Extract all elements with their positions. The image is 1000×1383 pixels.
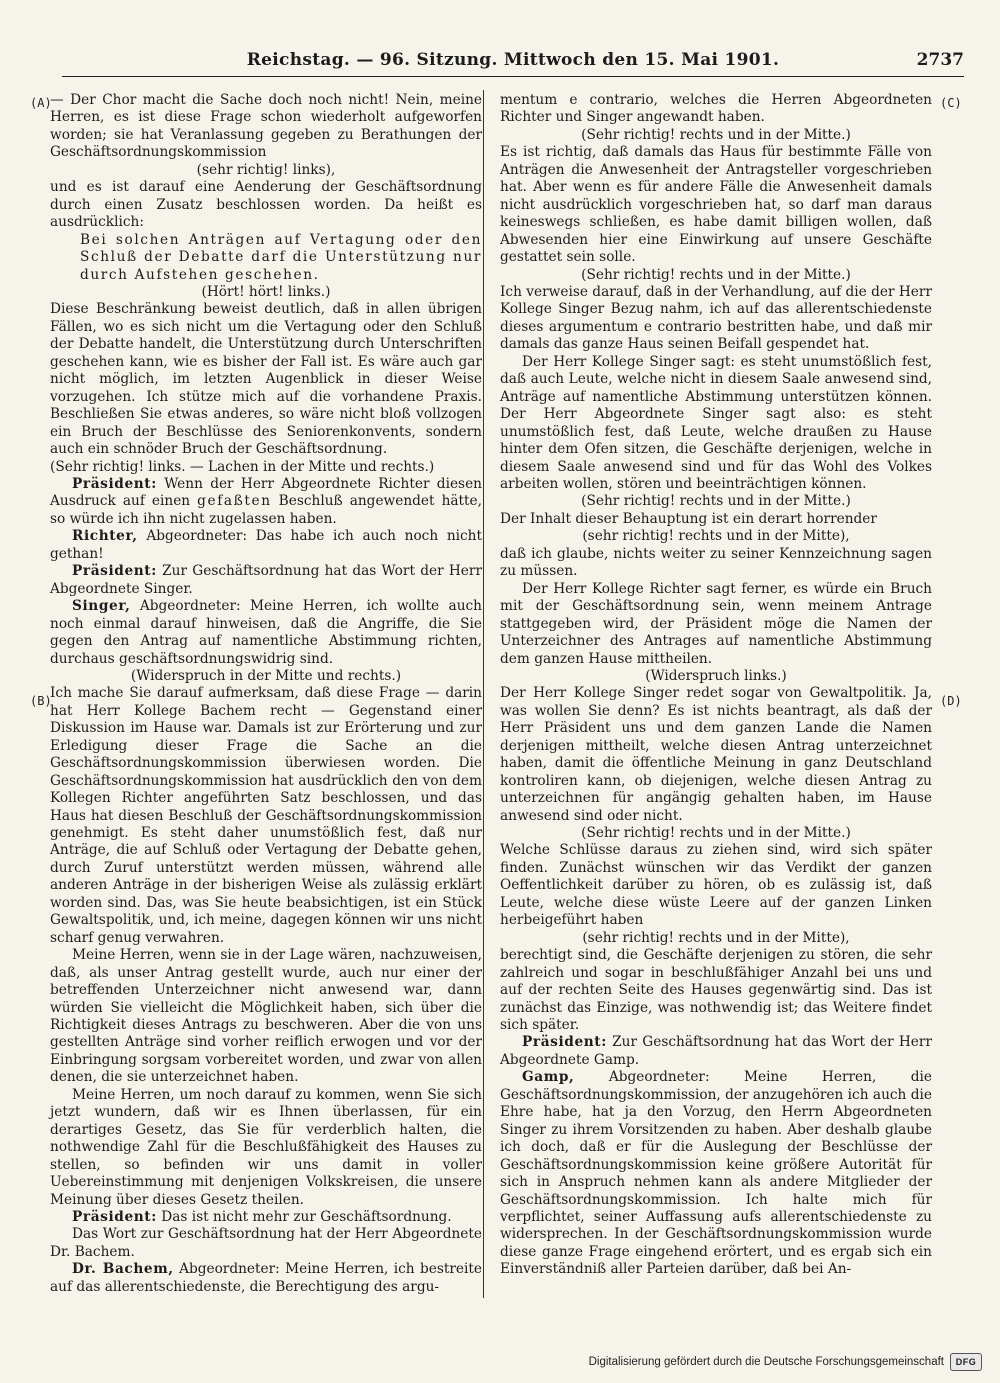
- speech: [50, 476, 482, 528]
- speech-text: Beschluß angewendet hätte, so würde ich ihn nicht zugelassen haben.: [50, 493, 482, 527]
- speech: [500, 1034, 932, 1069]
- left-column: [50, 92, 482, 1296]
- speech: [500, 1069, 932, 1278]
- interjection: (Widerspruch links.): [645, 667, 787, 684]
- page-title: Reichstag. — 96. Sitzung. Mittwoch den 15. Mai 1901.: [246, 50, 780, 70]
- interjection: (Sehr richtig! rechts und in der Mitte.): [581, 126, 851, 143]
- speech: [50, 563, 482, 598]
- speech-text: Zur Geschäftsordnung hat das Wort der Herr Abgeordnete Gamp.: [500, 1034, 932, 1068]
- interjection: (Hört! hört! links.): [201, 283, 331, 300]
- right-column: [500, 92, 932, 1279]
- speaker-name: Präsident:: [72, 475, 157, 492]
- paragraph: Ich mache Sie darauf aufmerksam, daß diese Frage — darin hat Herr Kollege Bachem recht — Gegenstand einer Diskussion im Hause war. Damals ist zur Erörterung und zur Erledigung dieser Frage die Sache an die Geschäftsordnungskommission überwiesen worden. Die Geschäftsordnungskommission hat ausdrücklich den von dem Kollegen Richter angeführten Satz beschlossen, und das Haus hat diesen Beschluß der Geschäftsordnungskommission genehmigt. Es steht daher unumstößlich fest, daß nur Anträge, die auf Schluß oder Vertagung der Debatte gehen, durch Zuruf unterstützt werden müssen, während alle anderen Anträge in der bisherigen Weise als zulässig erklärt worden sind. Das, was Sie heute beabsichtigen, ist ein Stück Gewaltspolitik, und, ich meine, dagegen können wir uns nicht scharf genug verwahren.: [50, 685, 482, 946]
- paragraph: Diese Beschränkung beweist deutlich, daß in allen übrigen Fällen, wo es sich nicht um die Vertagung oder den Schluß der Debatte handelt, die Unterstützung durch Unterschriften geschehen kann, wie es bisher der Fall ist. Es wäre auch gar nicht möglich, im letzten Augenblick in dieser Weise vorzugehen. Ich stütze mich auf die vorhandene Praxis. Beschließen Sie etwas anderes, so wäre nicht bloß vollzogen ein Bruch der Beschlüsse des Seniorenkonvents, sondern auch ein schnöder Bruch der Geschäftsordnung.: [50, 301, 482, 458]
- speech: [50, 528, 482, 563]
- paragraph: mentum e contrario, welches die Herren Abgeordneten Richter und Singer angewandt haben.: [500, 92, 932, 126]
- margin-mark-a: (A): [30, 96, 52, 110]
- paragraph: Der Inhalt dieser Behauptung ist ein derart horrender: [500, 510, 877, 527]
- margin-mark-c: (C): [940, 96, 962, 110]
- paragraph: Ich verweise darauf, daß in der Verhandlung, auf die der Herr Kollege Singer Bezug nahm, ich auf das allerentschiedenste dieses argumentum e contrario bestritten habe, und daß mir damals das ganze Haus seinen Beifall gespendet hat.: [500, 283, 932, 353]
- page-number: 2737: [916, 50, 964, 70]
- speaker-name: Präsident:: [522, 1034, 607, 1051]
- paragraph: — Der Chor macht die Sache doch noch nicht! Nein, meine Herren, es ist diese Frage schon wiederholt aufgeworfen worden; sie hat Veranlassung gegeben zu Berathungen der Geschäftsordnungskommission: [50, 92, 482, 161]
- paragraph: Der Herr Kollege Singer redet sogar von Gewaltpolitik. Ja, was wollen Sie denn? Es ist nichts beantragt, als daß der Herr Präsident uns und dem ganzen Lande die Namen derjenigen mittheilt, welche diesen Antrag unterzeichnet haben, damit die öffentliche Meinung in ganz Deutschland kontroliren kann, ob diejenigen, welche diesen Antrag zu unterzeichnen für angängig gehalten haben, im Hause anwesend sind oder nicht.: [500, 685, 932, 824]
- paragraph: berechtigt sind, die Geschäfte derjenigen zu stören, die sehr zahlreich und sogar in beschlußfähiger Anzahl bei uns und auf der rechten Seite des Hauses gegenwärtig sind. Das ist zunächst das Einzige, was nothwendig ist; das Weitere findet sich später.: [500, 947, 932, 1034]
- paragraph: Der Herr Kollege Richter sagt ferner, es würde ein Bruch mit der Geschäftsordnung sein, wenn meinem Antrage stattgegeben wird, der Präsident möge die Namen der Unterzeichner des Antrages auf namentliche Abstimmung dem ganzen Hause mittheilen.: [500, 580, 932, 667]
- speech-text: Abgeordneter: Das habe ich auch noch nicht gethan!: [50, 528, 482, 562]
- paragraph: Meine Herren, wenn sie in der Lage wären, nachzuweisen, daß, als unser Antrag gestellt wurde, auch nur einer der betreffenden Unterzeichner nicht anwesend war, dann würden Sie vielleicht die Möglichkeit haben, sich über die Richtigkeit dieses Antrags zu beschweren. Aber die von uns gestellten Anträge sind vorher reiflich erwogen und vor der Einbringung sorgsam vorbereitet worden, und zwar von allen denen, die sie unterzeichnet haben.: [50, 947, 482, 1086]
- speech: [50, 598, 482, 668]
- speech-text: Abgeordneter: Meine Herren, ich bestreite auf das allerentschiedenste, die Berechtigung des argu-: [50, 1261, 482, 1295]
- emphasized-word: gefaßten: [197, 493, 272, 510]
- speech-text: Wenn der Herr Abgeordnete Richter diesen Ausdruck auf einen: [50, 475, 482, 510]
- margin-mark-b: (B): [30, 694, 52, 708]
- interjection: (sehr richtig! links),: [196, 161, 336, 178]
- dfg-logo-icon: DFG: [950, 1353, 982, 1371]
- interjection: (Widerspruch in der Mitte und rechts.): [130, 667, 402, 684]
- footer: [589, 1353, 982, 1371]
- interjection: (Sehr richtig! rechts und in der Mitte.): [581, 825, 851, 842]
- interjection: (Sehr richtig! rechts und in der Mitte.): [581, 266, 851, 283]
- interjection: (Sehr richtig! links. — Lachen in der Mitte und rechts.): [50, 458, 435, 475]
- quoted-rule: Bei solchen Anträgen auf Vertagung oder den Schluß der Debatte darf die Unterstützung nur durch Aufstehen geschehen.: [80, 231, 482, 283]
- column-divider: [483, 90, 484, 1298]
- speech-text: Abgeordneter: Meine Herren, die Geschäftsordnungskommission, der anzugehören ich auch die Ehre habe, hat ja den Vorzug, den Herrn Abgeordneten Singer zu ihrem Vorsitzenden zu haben. Aber deshalb glaube ich doch, daß er für die Auslegung der Beschlüsse der Geschäftsordnungskommission keine größere Autorität für sich in Anspruch nehmen kann als andere Mitglieder der Geschäftsordnungskommission. Ich halte mich für verpflichtet, seiner Auffassung aufs allerentschiedenste zu widersprechen. In der Geschäftsordnungskommission wurde diese ganze Frage eingehend erörtert, und es ergab sich ein Einverständniß aller Parteien darüber, daß bei An-: [500, 1069, 932, 1278]
- interjection: (sehr richtig! rechts und in der Mitte),: [582, 929, 850, 946]
- speaker-name: Präsident:: [72, 563, 157, 580]
- paragraph: Es ist richtig, daß damals das Haus für bestimmte Fälle von Anträgen die Anwesenheit der Antragsteller vorgeschrieben hat. Aber wenn es für andere Fälle die Anwesenheit damals nicht ausdrücklich vorgeschrieben hat, so darf man daraus keineswegs schließen, es habe damit billigen wollen, daß Abwesenden hier eine Einwirkung auf unsere Geschäfte gestattet sein solle.: [500, 144, 932, 266]
- paragraph: Meine Herren, um noch darauf zu kommen, wenn Sie sich jetzt wundern, daß wir es Ihnen überlassen, für ein derartiges Gesetz, das Sie für verderblich halten, die nothwendige Zahl für die Beschlußfähigkeit des Hauses zu stellen, so befinden wir uns damit in voller Uebereinstimmung mit denjenigen Volkskreisen, die unsere Meinung über dieses Gesetz theilen.: [50, 1086, 482, 1208]
- funding-credit: Digitalisierung gefördert durch die Deutsche Forschungsgemeinschaft: [588, 1356, 944, 1368]
- paragraph: Der Herr Kollege Singer sagt: es steht unumstößlich fest, daß auch Leute, welche nicht in diesem Saale anwesend sind, Anträge auf namentliche Abstimmung unterstützen können. Der Herr Abgeordnete Singer sagt also: es steht unumstößlich fest, daß Leute, welche draußen zu Hause hinter dem Ofen sitzen, die Geschäfte derjenigen, welche in diesem Saale anwesend sind und für das Wohl des Volkes arbeiten wollen, stören und beeinträchtigen können.: [500, 353, 932, 492]
- speech: [50, 1209, 482, 1226]
- speech-text: Das ist nicht mehr zur Geschäftsordnung.: [161, 1209, 452, 1225]
- interjection: (sehr richtig! rechts und in der Mitte),: [582, 528, 850, 545]
- speech-text: Abgeordneter: Meine Herren, ich wollte auch noch einmal darauf hinweisen, daß die Angriffe, die Sie gegen den Antrag auf namentliche Abstimmung richten, durchaus geschäftsordnungswidrig sind.: [50, 598, 482, 667]
- paragraph: daß ich glaube, nichts weiter zu seiner Kennzeichnung sagen zu müssen.: [500, 545, 932, 580]
- speech-text: Zur Geschäftsordnung hat das Wort der Herr Abgeordnete Singer.: [50, 563, 482, 597]
- speaker-name: Richter,: [72, 528, 138, 545]
- paragraph: Das Wort zur Geschäftsordnung hat der Herr Abgeordnete Dr. Bachem.: [50, 1226, 482, 1260]
- speaker-name: Singer,: [72, 598, 131, 615]
- margin-mark-d: (D): [940, 694, 962, 708]
- speech: [50, 1261, 482, 1296]
- speaker-name: Gamp,: [522, 1069, 575, 1086]
- page-header: [62, 48, 964, 77]
- interjection: (Sehr richtig! rechts und in der Mitte.): [581, 493, 851, 510]
- speaker-name: Dr. Bachem,: [72, 1261, 174, 1278]
- paragraph: Welche Schlüsse daraus zu ziehen sind, wird sich später finden. Zunächst wünschen wir das Verdikt der ganzen Oeffentlichkeit darüber zu hören, ob es zulässig ist, daß Leute, welche diese wüste Leere auf der ganzen Linken herbeigeführt haben: [500, 842, 932, 929]
- paragraph: und es ist darauf eine Aenderung der Geschäftsordnung durch einen Zusatz beschlossen worden. Da heißt es ausdrücklich:: [50, 179, 482, 231]
- speaker-name: Präsident:: [72, 1209, 157, 1225]
